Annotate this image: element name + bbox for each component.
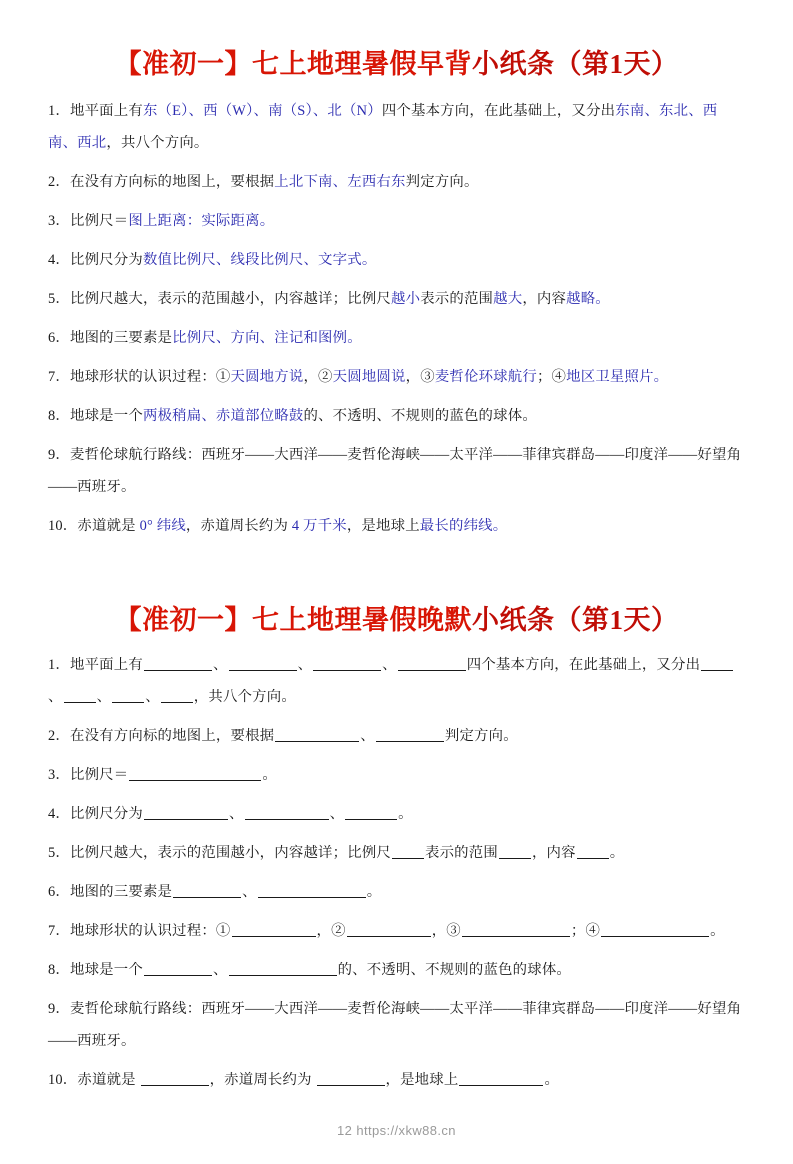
question-text: 。 — [398, 806, 413, 822]
answer-blank[interactable] — [144, 805, 228, 820]
answer-blank[interactable] — [499, 844, 531, 859]
question-item — [48, 400, 745, 432]
question-text: 、 — [212, 962, 228, 978]
question-text: 比例尺分为 — [70, 252, 143, 268]
question-text: 麦哲伦球航行路线：西班牙——大西洋——麦哲伦海峡——太平洋——菲律宾群岛——印度洋——好望角——西班牙。 — [48, 447, 742, 495]
answer-blank[interactable] — [376, 727, 444, 742]
question-number: 1． — [48, 103, 70, 119]
question-number: 2． — [48, 174, 70, 190]
question-text: 麦哲伦球航行路线：西班牙——大西洋——麦哲伦海峡——太平洋——菲律宾群岛——印度洋——好望角——西班牙。 — [48, 1001, 742, 1049]
question-number: 6． — [48, 330, 70, 346]
question-item — [48, 205, 745, 237]
question-text: 赤道就是 — [77, 518, 140, 534]
question-number: 4． — [48, 806, 70, 822]
question-text: 比例尺越大，表示的范围越小，内容越详；比例尺 — [70, 291, 391, 307]
question-text: 、 — [242, 884, 257, 900]
question-text: 。 — [609, 845, 625, 861]
highlighted-answer-text: 最长的纬线。 — [419, 518, 508, 534]
worksheet-page — [0, 42, 793, 1164]
answer-blank[interactable] — [141, 1071, 209, 1086]
answer-blank[interactable] — [173, 883, 241, 898]
section-title-tail: 小纸条（第1天） — [472, 605, 679, 635]
question-text: 。 — [262, 767, 277, 783]
question-number: 3． — [48, 213, 70, 229]
answer-blank[interactable] — [229, 656, 297, 671]
question-text: ；④ — [570, 923, 601, 939]
answer-blank[interactable] — [229, 961, 337, 976]
highlighted-answer-text: 比例尺、方向、注记和图例。 — [172, 330, 362, 346]
question-text: 地球形状的认识过程：① — [70, 369, 231, 385]
question-text: 四个基本方向，在此基础上，又分出 — [466, 657, 701, 673]
question-text: 比例尺分为 — [70, 806, 143, 822]
question-number: 9． — [48, 1001, 70, 1017]
question-text: 的、不透明、不规则的蓝色的球体。 — [337, 962, 572, 978]
answer-blank[interactable] — [313, 656, 381, 671]
question-text: 。 — [544, 1072, 560, 1088]
answer-blank[interactable] — [144, 961, 212, 976]
answer-blank[interactable] — [129, 766, 261, 781]
question-text: 赤道就是 — [77, 1072, 140, 1088]
answer-blank[interactable] — [459, 1071, 543, 1086]
answer-blank[interactable] — [345, 805, 397, 820]
answer-blank[interactable] — [347, 922, 431, 937]
question-text: 地球是一个 — [70, 408, 143, 424]
question-text: 、 — [329, 806, 345, 822]
question-text: 地图的三要素是 — [70, 884, 173, 900]
question-text: 、 — [382, 657, 397, 673]
question-item — [48, 510, 745, 542]
question-item — [48, 915, 745, 947]
answer-blank[interactable] — [398, 656, 466, 671]
question-item — [48, 244, 745, 276]
section-title-tail: 小纸条（第1天） — [472, 49, 679, 79]
question-text: ，② — [303, 369, 333, 385]
question-number: 8． — [48, 962, 70, 978]
question-item — [48, 837, 745, 869]
question-text: 的、不透明、不规则的蓝色的球体。 — [303, 408, 537, 424]
question-item — [48, 876, 745, 908]
watermark: 12 https://xkw88.cn — [337, 1123, 456, 1138]
highlighted-answer-text: 纬线 — [156, 518, 186, 534]
question-item — [48, 439, 745, 503]
question-text: ，② — [316, 923, 346, 939]
highlighted-answer-text: 数值比例尺、线段比例尺、文字式。 — [142, 252, 377, 268]
question-text: ，是地球上 — [385, 1072, 459, 1088]
question-text: 表示的范围 — [420, 291, 494, 307]
question-text: 。 — [710, 923, 725, 939]
section-title-bracket: 【准初一】 — [114, 605, 252, 635]
highlighted-answer-text: 图上距离：实际距离。 — [128, 213, 275, 229]
question-text: 、 — [96, 689, 112, 705]
question-number: 1． — [48, 657, 70, 673]
section-title-morning — [48, 42, 745, 81]
question-text: 地平面上有 — [70, 657, 143, 673]
answer-blank[interactable] — [601, 922, 709, 937]
question-text: 地球形状的认识过程：① — [70, 923, 231, 939]
question-text: 表示的范围 — [425, 845, 498, 861]
highlighted-answer-text: 越大 — [493, 291, 523, 307]
question-text: ，内容 — [522, 291, 567, 307]
question-item — [48, 720, 745, 752]
question-text: ，赤道周长约为 — [209, 1072, 316, 1088]
question-text: 比例尺＝ — [70, 213, 129, 229]
question-number: 10． — [48, 1072, 78, 1088]
question-number: 10． — [48, 518, 78, 534]
question-item — [48, 322, 745, 354]
answer-blank[interactable] — [392, 844, 424, 859]
answer-blank[interactable] — [577, 844, 609, 859]
question-item — [48, 283, 745, 315]
question-text: ，共八个方向。 — [106, 135, 209, 151]
highlighted-answer-text: 地区卫星照片。 — [566, 369, 669, 385]
question-text: 、 — [145, 689, 160, 705]
question-text: 在没有方向标的地图上，要根据 — [70, 728, 275, 744]
question-list-morning — [48, 95, 745, 542]
question-number: 2． — [48, 728, 70, 744]
question-text: ，③ — [405, 369, 435, 385]
answer-blank[interactable] — [232, 922, 316, 937]
question-text: ，内容 — [531, 845, 576, 861]
question-text: 判定方向。 — [444, 728, 518, 744]
question-number: 6． — [48, 884, 70, 900]
answer-blank[interactable] — [462, 922, 570, 937]
question-text: 、 — [297, 657, 313, 673]
question-text: ，赤道周长约为 — [185, 518, 292, 534]
question-text: 在没有方向标的地图上，要根据 — [70, 174, 275, 190]
highlighted-answer-text: 天圆地方说 — [230, 369, 304, 385]
question-text: 比例尺＝ — [70, 767, 129, 783]
question-item — [48, 954, 745, 986]
answer-blank[interactable] — [317, 1071, 385, 1086]
question-text: 地平面上有 — [70, 103, 143, 119]
question-number: 5． — [48, 291, 70, 307]
question-text: 。 — [366, 884, 382, 900]
answer-blank[interactable] — [258, 883, 366, 898]
answer-blank[interactable] — [701, 656, 733, 671]
answer-blank[interactable] — [64, 688, 96, 703]
question-number: 8． — [48, 408, 70, 424]
question-text: 地球是一个 — [70, 962, 143, 978]
question-item — [48, 993, 745, 1057]
question-item — [48, 649, 745, 713]
question-item — [48, 166, 745, 198]
question-text: ，是地球上 — [346, 518, 420, 534]
question-item — [48, 1064, 745, 1096]
question-text: 判定方向。 — [405, 174, 479, 190]
section-title-subject: 七上地理暑假晚默 — [252, 605, 472, 635]
question-number: 5． — [48, 845, 70, 861]
highlighted-answer-text: 两极稍扁、赤道部位略鼓 — [142, 408, 304, 424]
question-number: 7． — [48, 923, 70, 939]
question-number: 4． — [48, 252, 70, 268]
answer-blank[interactable] — [275, 727, 359, 742]
question-item — [48, 95, 745, 159]
question-number: 7． — [48, 369, 70, 385]
question-number: 3． — [48, 767, 70, 783]
question-text: ；④ — [536, 369, 567, 385]
highlighted-answer-text: 麦哲伦环球航行 — [434, 369, 537, 385]
question-list-evening — [48, 649, 745, 1096]
highlighted-answer-text: 天圆地圆说 — [332, 369, 406, 385]
question-text: 、 — [360, 728, 375, 744]
answer-blank[interactable] — [161, 688, 193, 703]
question-text: 四个基本方向，在此基础上，又分出 — [381, 103, 616, 119]
highlighted-answer-text: 东（E）、西（W）、南（S）、北（N） — [142, 103, 382, 119]
section-title-evening — [48, 598, 745, 637]
question-text: 、 — [228, 806, 244, 822]
section-title-bracket: 【准初一】 — [114, 49, 252, 79]
question-text: 、 — [48, 689, 63, 705]
highlighted-answer-text: 上北下南、左西右东 — [274, 174, 406, 190]
answer-blank[interactable] — [245, 805, 329, 820]
question-item — [48, 798, 745, 830]
question-text: 地图的三要素是 — [70, 330, 173, 346]
highlighted-answer-text: 4 万千米 — [291, 518, 347, 534]
highlighted-answer-text: 越小 — [391, 291, 421, 307]
question-text: ，共八个方向。 — [193, 689, 296, 705]
question-item — [48, 759, 745, 791]
question-text: 、 — [212, 657, 228, 673]
question-text: 比例尺越大，表示的范围越小，内容越详；比例尺 — [70, 845, 391, 861]
question-number: 9． — [48, 447, 70, 463]
highlighted-answer-text: 0° — [139, 518, 153, 534]
highlighted-answer-text: 东南、东北、西南、西北 — [48, 103, 718, 151]
question-text: ，③ — [431, 923, 461, 939]
answer-blank[interactable] — [144, 656, 212, 671]
question-item — [48, 361, 745, 393]
section-title-subject: 七上地理暑假早背 — [252, 49, 472, 79]
answer-blank[interactable] — [112, 688, 144, 703]
highlighted-answer-text: 越略。 — [566, 291, 610, 307]
